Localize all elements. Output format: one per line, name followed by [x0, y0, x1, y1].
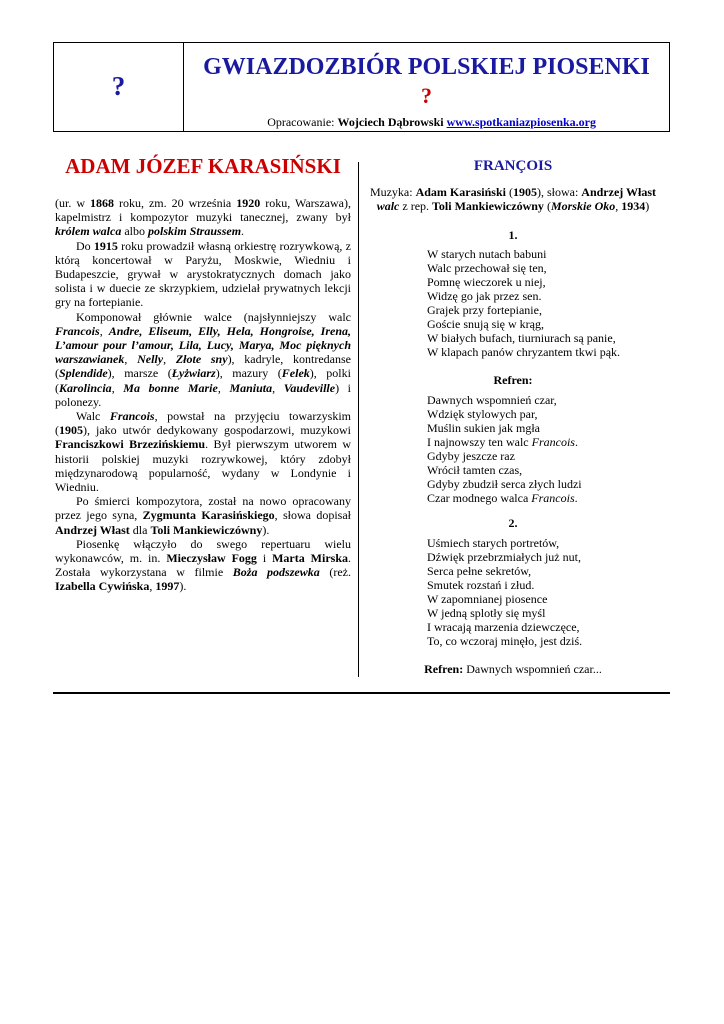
header-box — [53, 42, 670, 132]
header-left-cell — [54, 43, 184, 131]
verse-line: Serca pełne sekretów, — [427, 564, 532, 578]
bio-paragraph-5: Po śmierci kompozytora, został na nowo opracowany przez jego syna, Zygmunta Karasińskiego, słowa dopisał Andrzej Włast dla Toli Mankiewiczówny). — [55, 494, 351, 537]
verse-1 — [427, 247, 662, 359]
verse-line: Widzę go jak przez sen. — [427, 289, 542, 303]
verse-line: Smutek rozstań i złud. — [427, 578, 535, 592]
biography-column — [55, 152, 351, 594]
verse-line: Gdyby zbudził serca złych ludzi — [427, 477, 582, 491]
page-title: GWIAZDOZBIÓR POLSKIEJ PIOSENKI — [203, 54, 650, 80]
bio-paragraph-3: Komponował głównie walce (najsłynniejszy walc Francois, Andre, Eliseum, Elly, Hela, Hongroise, Irena, L’amour pour l’amour, Lila, Lucy, Marya, Moc pięknych warszawianek, Nelly, Złote sny), kadryle, kontredanse (Splendide), marsze (Łyżwiarz), mazury (Felek), polki (Karolincia, Ma bonne Marie, Maniuta, Vaudeville) i polonezy. — [55, 309, 352, 409]
refrain — [427, 393, 662, 505]
verse-line: Walc przechował się ten, — [427, 261, 547, 275]
bio-paragraph-1: (ur. w 1868 roku, zm. 20 września 1920 roku, Warszawa), kapelmistrz i kompozytor muzyki tanecznej, zwany był królem walca albo polskim Straussem. — [55, 196, 351, 239]
verse-line: Gdyby jeszcze raz — [427, 449, 515, 463]
verse-line: Goście snują się w krąg, — [427, 317, 544, 331]
verse-line: W starych nutach babuni — [427, 247, 547, 261]
verse-line: W zapomnianej piosence — [427, 592, 548, 606]
song-title: FRANÇOIS — [473, 158, 553, 174]
verse-line: Dźwięk przebrzmiałych już nut, — [427, 550, 581, 564]
verse-line: W klapach panów chryzantem tkwi pąk. — [427, 345, 621, 359]
verse-line: Czar modnego walca Francois. — [427, 491, 578, 505]
verse-line: I najnowszy ten walc Francois. — [427, 435, 578, 449]
verse-line: Pomnę wieczorek u niej, — [427, 275, 546, 289]
verse-line: W białych bufach, tiurniurach są panie, — [427, 331, 616, 345]
verse-line: Muślin sukien jak mgła — [427, 421, 540, 435]
column-divider — [358, 162, 359, 677]
bio-paragraph-6: Piosenkę włączyło do swego repertuaru wielu wykonawców, m. in. Mieczysław Fogg i Marta Mirska. Została wykorzystana w filmie Boża podszewka (reż. Izabella Cywińska, 1997). — [55, 536, 351, 594]
verse-line: To, co wczoraj minęło, jest dziś. — [427, 634, 583, 648]
verse-1-number: 1. — [508, 228, 518, 242]
lyrics-column — [364, 156, 662, 676]
site-link[interactable]: www.spotkaniazpiosenka.org — [446, 115, 596, 129]
verse-line: Wrócił tamten czas, — [427, 463, 523, 477]
credits: Opracowanie: Wojciech Dąbrowski www.spotkaniazpiosenka.org — [267, 115, 596, 129]
artist-heading: ADAM JÓZEF KARASIŃSKI — [65, 154, 341, 178]
question-mark: ? — [111, 71, 126, 101]
verse-2 — [427, 536, 662, 648]
refrain-heading: Refren: — [493, 373, 533, 387]
bio-paragraph-2: Do 1915 roku prowadził własną orkiestrę rozrywkową, z którą koncertował w Paryżu, Moskwie, Wiedniu i Budapeszcie, grywał w arystokratycznych domach jako solista i w duecie ze skrzypkiem, udzielał prywatnych lekcji gry na fortepianie. — [55, 238, 351, 310]
song-credits: Muzyka: Adam Karasiński (1905), słowa: Andrzej Włast walc z rep. Toli Mankiewiczówny (Morskie Oko, 1934) — [369, 185, 657, 213]
bio-paragraph-4: Walc Francois, powstał na przyjęciu towarzyskim (1905), jako utwór dedykowany gospodarzowi, muzykowi Franciszkowi Brzezińskiemu. Był pierwszym utworem w historii polskiej muzyki rozrywkowej, który zdobył międzynarodową popularność, wydany w Londynie i Wiedniu. — [55, 409, 351, 495]
verse-line: Grajek przy fortepianie, — [427, 303, 542, 317]
verse-2-number: 2. — [508, 516, 518, 530]
verse-line: I wracają marzenia dziewczęce, — [427, 620, 580, 634]
bottom-rule — [53, 692, 670, 694]
verse-line: Dawnych wspomnień czar, — [427, 393, 557, 407]
verse-line: Uśmiech starych portretów, — [427, 536, 560, 550]
title-question-mark: ? — [421, 83, 432, 108]
final-refrain: Refren: Dawnych wspomnień czar... — [424, 662, 602, 676]
verse-line: Wdzięk stylowych par, — [427, 407, 538, 421]
verse-line: W jedną splotły się myśl — [427, 606, 546, 620]
